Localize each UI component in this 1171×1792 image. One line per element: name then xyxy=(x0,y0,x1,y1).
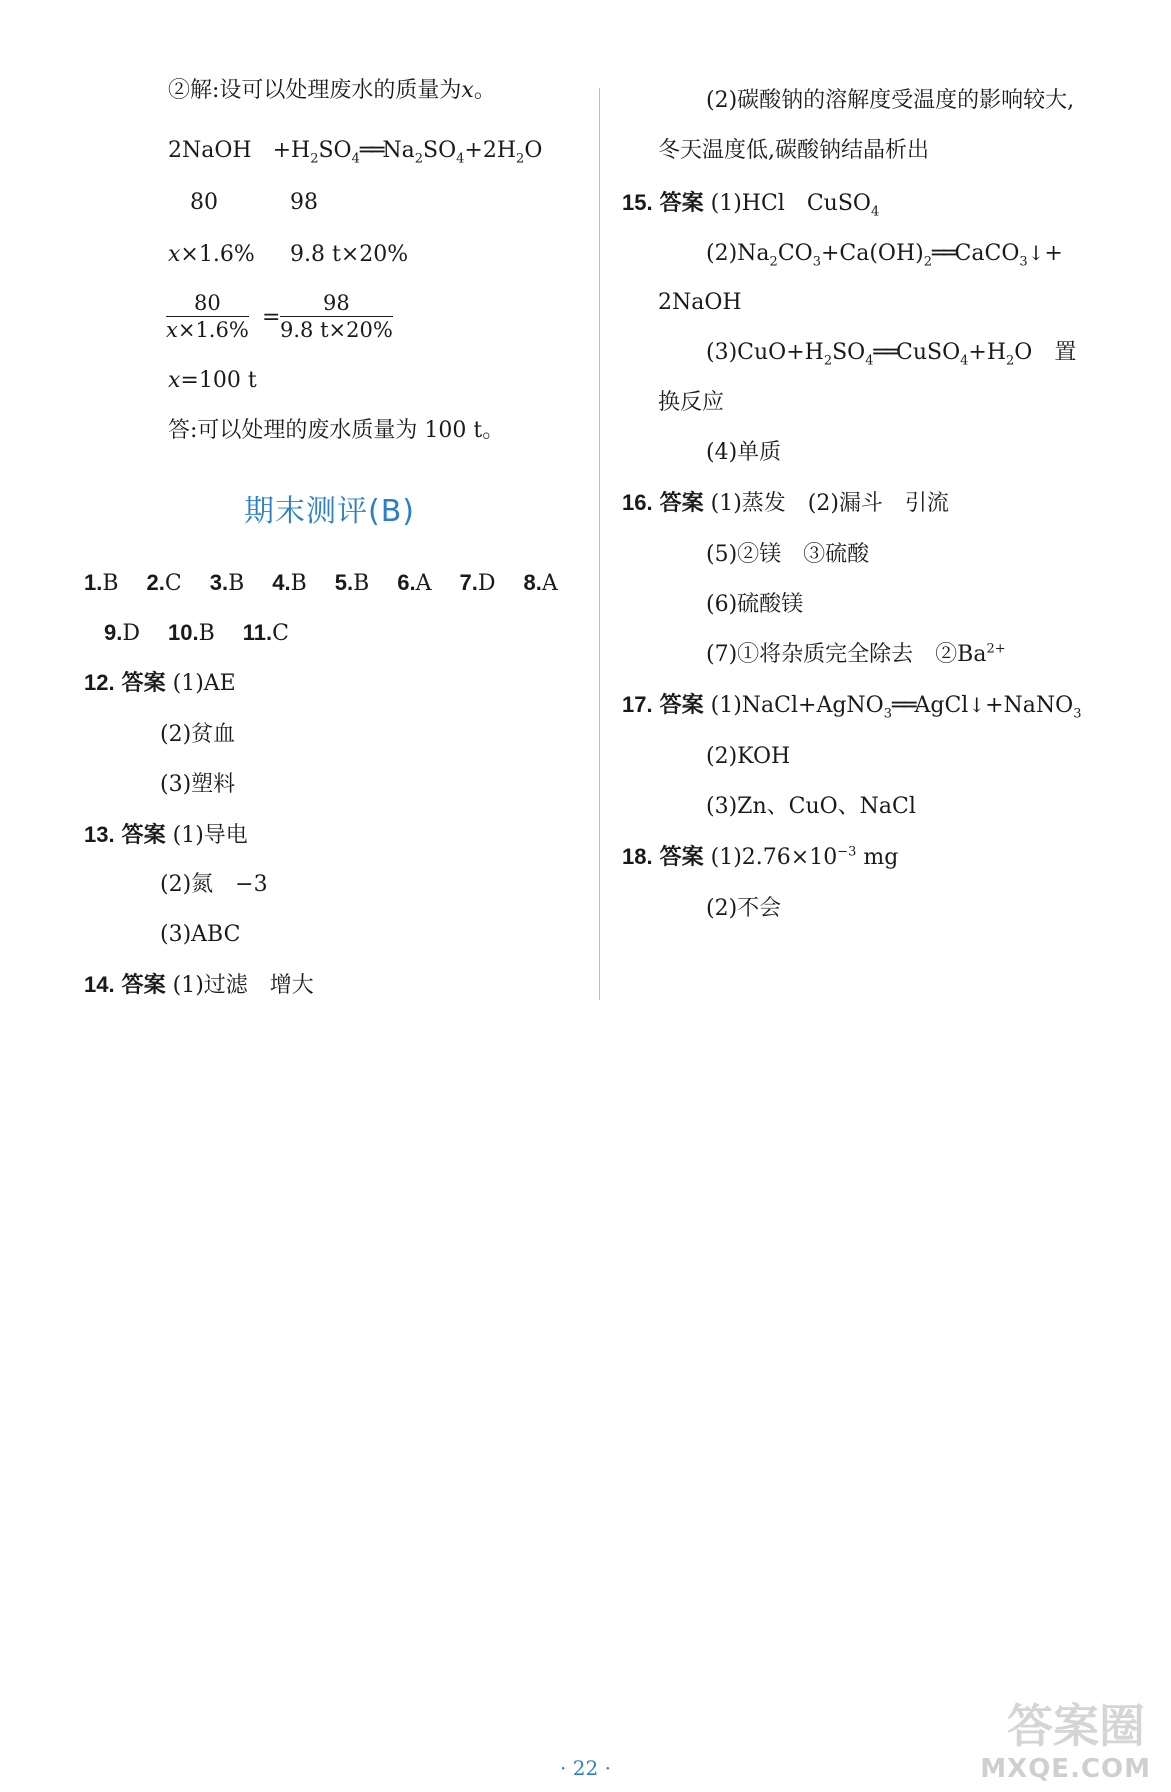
chemical-equation-1: 2NaOH $+H_2SO_4══Na_2SO_4+2H_2O$ xyxy=(168,138,543,167)
q13-part-3: (3)ABC xyxy=(160,922,241,947)
q12-part-1: 12. 答案 (1)AE xyxy=(84,670,236,696)
molar-mass-1: 80 xyxy=(190,190,218,215)
answer-line: 答:可以处理的废水质量为 100 t。 xyxy=(168,418,505,443)
q18-part-2: (2)不会 xyxy=(706,896,782,921)
q15-part-1: 15. 答案 (1)HCl CuSO$_4$ xyxy=(622,190,880,220)
mc-item: 8.A xyxy=(523,570,558,596)
mc-item: 4.B xyxy=(272,570,307,596)
mc-item: 5.B xyxy=(334,570,370,596)
q16-part-6: (6)硫酸镁 xyxy=(706,592,804,617)
q16-part-7: (7)①将杂质完全除去 $②Ba^{2+}$ xyxy=(706,641,1006,667)
q15-part-3-cont: 换反应 xyxy=(658,390,725,415)
watermark-text: 答案圈 xyxy=(1007,1699,1145,1753)
watermark-logo xyxy=(980,1694,1151,1784)
mc-item: 7.D xyxy=(459,570,496,596)
mc-item: 2.C xyxy=(146,570,182,596)
q16-part-1: 16. 答案 (1)蒸发 (2)漏斗 引流 xyxy=(622,490,949,516)
q15-part-2-cont: 2NaOH xyxy=(658,290,742,315)
q14-part-1: 14. 答案 (1)过滤 增大 xyxy=(84,972,314,998)
mass-row-x: x×1.6% xyxy=(168,242,255,267)
q13-part-2: (2)氮 −3 xyxy=(160,872,268,897)
solution-intro: ②解:设可以处理废水的质量为x。 xyxy=(168,78,496,103)
watermark-url: MXQE.COM xyxy=(980,1754,1151,1784)
q17-part-1: 17. 答案 (1)NaCl+AgNO$_3$══AgCl↓+NaNO$_3$ xyxy=(622,692,1082,722)
mc-answers-row-2 xyxy=(104,618,289,649)
page-number: · 22 · xyxy=(560,1756,611,1780)
q14-part-2a: (2)碳酸钠的溶解度受温度的影响较大, xyxy=(706,88,1075,113)
mc-answers-row-1 xyxy=(84,568,558,599)
mc-item: 9.D xyxy=(104,620,140,646)
q16-part-5: (5)②镁 ③硫酸 xyxy=(706,542,870,567)
q12-part-3: (3)塑料 xyxy=(160,772,236,797)
fraction-right: $\frac{98}{9.8 t\times 20\%}$ xyxy=(280,291,393,342)
q12-part-2: (2)贫血 xyxy=(160,722,236,747)
mass-row-acid: 9.8 t×20% xyxy=(290,242,409,267)
mc-item: 11.C xyxy=(242,620,289,646)
section-heading: 期末测评(B) xyxy=(244,494,415,529)
q15-part-4: (4)单质 xyxy=(706,440,782,465)
fraction-left: $\frac{80}{x\times 1.6\%}$ xyxy=(166,291,249,342)
molar-mass-2: 98 xyxy=(290,190,318,215)
q17-part-2: (2)KOH xyxy=(706,744,791,769)
mc-item: 3.B xyxy=(209,570,245,596)
column-divider xyxy=(599,88,600,1000)
mc-item: 1.B xyxy=(84,570,119,596)
mc-item: 6.A xyxy=(397,570,432,596)
mc-item: 10.B xyxy=(167,620,215,646)
q15-part-2: $(2)Na_2CO_3+Ca(OH)_2══CaCO_3↓+$ xyxy=(706,241,1063,270)
q17-part-3: (3)Zn、CuO、NaCl xyxy=(706,794,916,819)
q13-part-1: 13. 答案 (1)导电 xyxy=(84,822,248,848)
q18-part-1: 18. 答案 $(1)2.76\times 10^{-3}$ mg xyxy=(622,844,899,870)
result-line: x=100 t xyxy=(168,368,257,393)
q15-part-3: $(3)CuO+H_2SO_4══CuSO_4+H_2O$ 置 xyxy=(706,340,1077,369)
equals-sign: = xyxy=(262,305,281,330)
q14-part-2b: 冬天温度低,碳酸钠结晶析出 xyxy=(658,138,929,163)
